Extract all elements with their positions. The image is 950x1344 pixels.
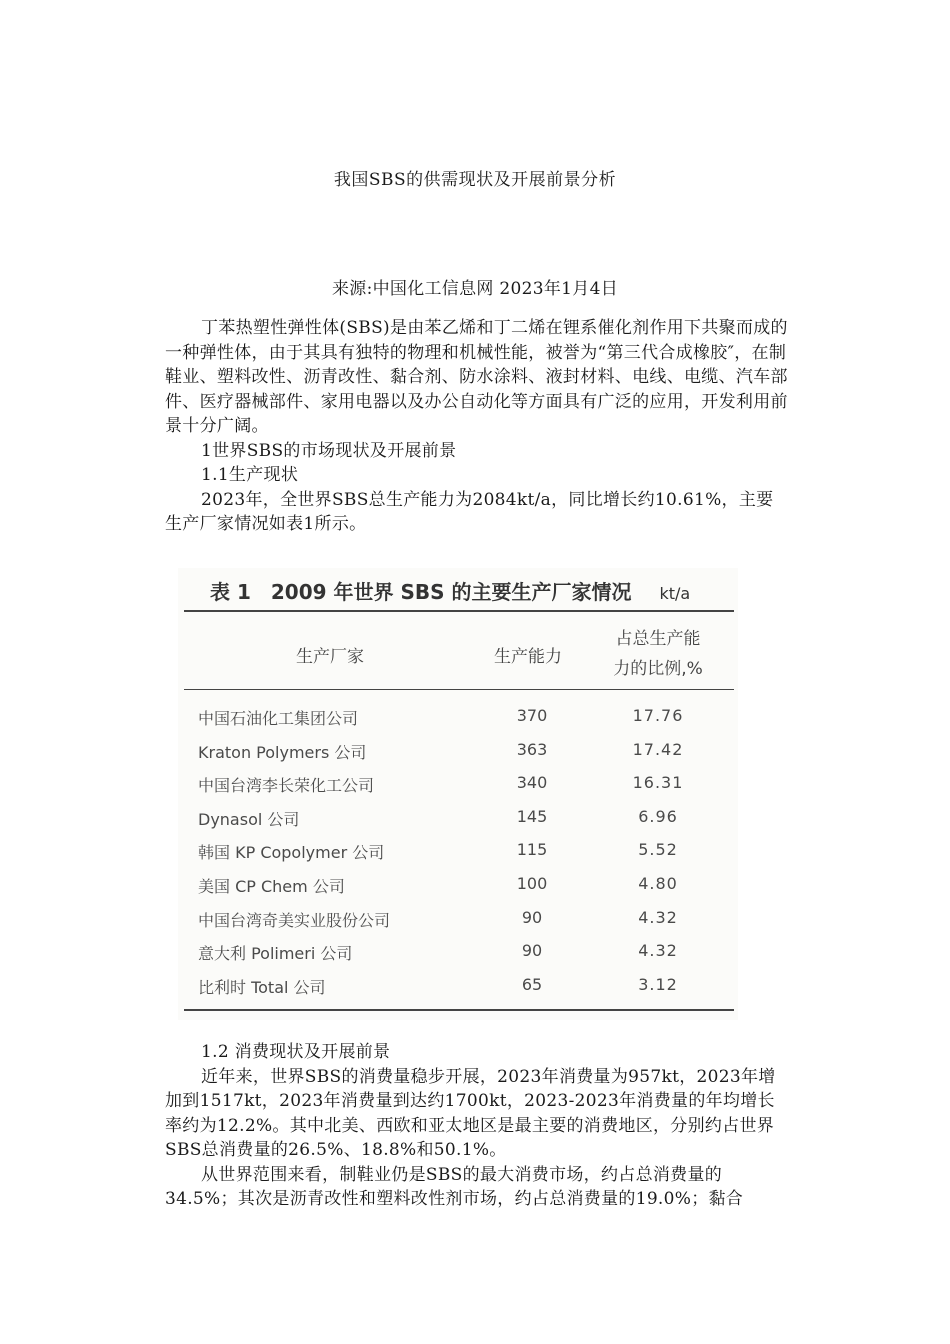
intro-paragraph: 丁苯热塑性弹性体(SBS)是由苯乙烯和丁二烯在锂系催化剂作用下共聚而成的一种弹性体，由于其具有独特的物理和机械性能，被誉为“第三代合成橡胶″，在制鞋业、塑料改性、沥青改性、黏合剂、防水涂料、液封材料、电线、电缆、汽车部件、医疗器械部件、家用电器以及办公自动化等方面具有广泛的应用，开发利用前景十分广阔。 xyxy=(165,318,788,436)
header-producer: 生产厂家 xyxy=(296,647,364,667)
cell-share: 3.12 xyxy=(638,974,678,994)
cell-share: 4.80 xyxy=(638,873,678,893)
cell-share: 17.42 xyxy=(632,739,684,759)
table-caption-text: 表 1 2009 年世界 SBS 的主要生产厂家情况 xyxy=(210,580,632,604)
table-caption xyxy=(210,576,690,605)
cell-producer: 美国 CP Chem 公司 xyxy=(198,876,345,896)
cell-capacity: 65 xyxy=(521,974,543,994)
cell-capacity: 363 xyxy=(516,739,548,759)
cell-capacity: 90 xyxy=(521,941,543,961)
header-share-line1: 占总生产能 xyxy=(615,629,701,649)
cell-share: 5.52 xyxy=(638,840,678,860)
table-bottom-rule xyxy=(184,1009,734,1011)
cell-capacity: 115 xyxy=(516,840,548,860)
body-section-bottom xyxy=(165,1040,790,1212)
table-body xyxy=(178,704,738,1006)
cell-capacity: 90 xyxy=(521,907,543,927)
table-row xyxy=(178,738,738,772)
cell-producer: 意大利 Polimeri 公司 xyxy=(198,944,353,964)
cell-share: 17.76 xyxy=(632,706,684,725)
cell-capacity: 100 xyxy=(516,873,548,893)
table-row xyxy=(178,704,738,738)
producers-table-figure xyxy=(178,568,738,1020)
table-top-rule xyxy=(184,610,734,612)
table-row xyxy=(178,906,738,940)
table-row xyxy=(178,973,738,1007)
header-share-line2: 力的比例,% xyxy=(613,659,703,679)
cell-producer: 比利时 Total 公司 xyxy=(198,977,326,997)
table-header-rule xyxy=(184,689,734,690)
table-unit: kt/a xyxy=(659,584,691,603)
section-1-2-heading: 1.2 消费现状及开展前景 xyxy=(201,1042,391,1062)
cell-share: 16.31 xyxy=(632,773,684,793)
cell-capacity: 145 xyxy=(516,806,548,826)
table-row xyxy=(178,805,738,839)
table-row xyxy=(178,771,738,805)
cell-producer: 韩国 KP Copolymer 公司 xyxy=(198,843,385,863)
cell-capacity: 340 xyxy=(516,773,548,793)
header-capacity: 生产能力 xyxy=(494,647,562,667)
cell-share: 6.96 xyxy=(638,806,678,826)
market-paragraph: 从世界范围来看，制鞋业仍是SBS的最大消费市场，约占总消费量的34.5%；其次是沥青改性和塑料改性剂市场，约占总消费量的19.0%；黏合 xyxy=(165,1164,744,1209)
production-paragraph: 2023年，全世界SBS总生产能力为2084kt/a，同比增长约10.61%，主要生产厂家情况如表1所示。 xyxy=(165,489,774,534)
section-1-1-heading: 1.1生产现状 xyxy=(201,465,299,485)
cell-share: 4.32 xyxy=(638,907,678,927)
cell-producer: 中国石油化工集团公司 xyxy=(198,709,359,728)
header-share xyxy=(598,624,718,684)
cell-share: 4.32 xyxy=(638,941,678,961)
cell-capacity: 370 xyxy=(516,706,548,725)
cell-producer: 中国台湾李长荣化工公司 xyxy=(198,776,375,796)
consumption-paragraph: 近年来，世界SBS的消费量稳步开展，2023年消费量为957kt，2023年增加到1517kt，2023年消费量到达约1700kt，2023-2023年消费量的年均增长率约为12.2%。其中北美、西欧和亚太地区是最主要的消费地区，分别约占世界SBS总消费量的26.5%、18.8%和50.1%。 xyxy=(165,1066,776,1160)
cell-producer: 中国台湾奇美实业股份公司 xyxy=(198,910,391,930)
cell-producer: Dynasol 公司 xyxy=(198,809,300,829)
cell-producer: Kraton Polymers 公司 xyxy=(198,742,367,762)
section-1-heading: 1世界SBS的市场现状及开展前景 xyxy=(201,440,457,461)
table-row xyxy=(178,939,738,973)
table-row xyxy=(178,838,738,872)
document-title: 我国SBS的供需现状及开展前景分析 xyxy=(333,170,617,190)
table-row xyxy=(178,872,738,906)
document-source-line: 来源:中国化工信息网 2023年1月4日 xyxy=(331,279,619,299)
body-section-top xyxy=(165,316,790,537)
